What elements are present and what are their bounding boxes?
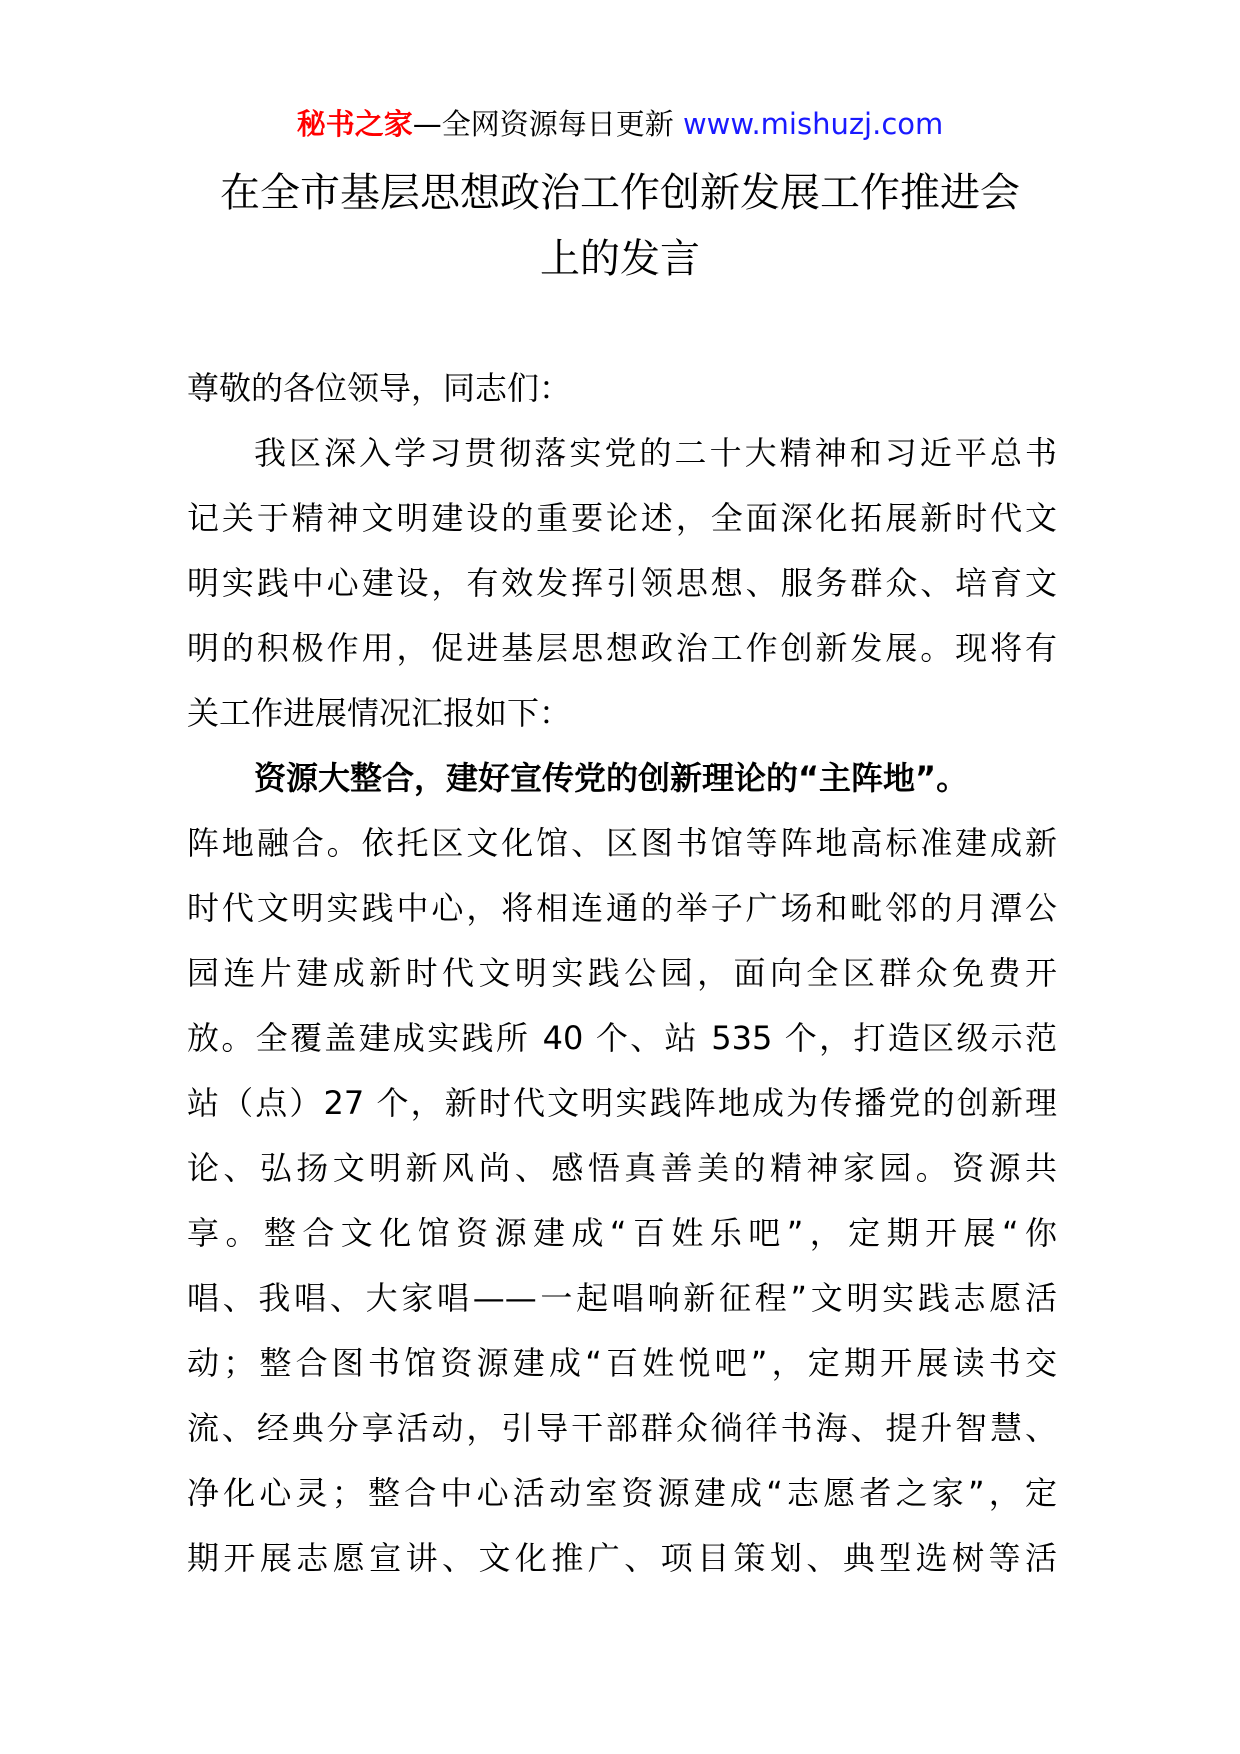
paragraph-2-line: 唱、我唱、大家唱——一起唱响新征程”文明实践志愿活 — [187, 1279, 1057, 1317]
paragraph-1-line: 明实践中心建设，有效发挥引领思想、服务群众、培育文 — [187, 564, 1057, 602]
header-slogan: —全网资源每日更新 — [412, 107, 683, 141]
document-body — [187, 356, 1057, 1591]
paragraph-2-line: 时代文明实践中心，将相连通的举子广场和毗邻的月潭公 — [187, 889, 1057, 927]
paragraph-2-line: 阵地融合。依托区文化馆、区图书馆等阵地高标准建成新 — [187, 824, 1057, 862]
paragraph-1-line: 明的积极作用，促进基层思想政治工作创新发展。现将有 — [187, 629, 1057, 667]
paragraph-1-line: 关工作进展情况汇报如下： — [187, 694, 572, 732]
paragraph-2-line: 期开展志愿宣讲、文化推广、项目策划、典型选树等活 — [187, 1539, 1057, 1577]
paragraph-1-line: 记关于精神文明建设的重要论述，全面深化拓展新时代文 — [187, 499, 1057, 537]
brand-name: 秘书之家 — [296, 107, 413, 141]
paragraph-2-line: 放。全覆盖建成实践所 40 个、站 535 个，打造区级示范 — [187, 1019, 1057, 1057]
document-title — [170, 160, 1070, 292]
title-line-1: 在全市基层思想政治工作创新发展工作推进会 — [220, 170, 1020, 216]
paragraph-1-line: 我区深入学习贯彻落实党的二十大精神和习近平总书 — [254, 434, 1057, 472]
salutation: 尊敬的各位领导，同志们： — [187, 369, 572, 407]
paragraph-2-line: 论、弘扬文明新风尚、感悟真善美的精神家园。资源共 — [187, 1149, 1057, 1187]
site-url-link[interactable]: www.mishuzj.com — [682, 107, 944, 141]
paragraph-2-line: 站（点）27 个，新时代文明实践阵地成为传播党的创新理 — [187, 1084, 1057, 1122]
paragraph-2-line: 享。整合文化馆资源建成“百姓乐吧”，定期开展“你 — [187, 1214, 1057, 1252]
title-line-2: 上的发言 — [540, 236, 700, 282]
section-heading: 资源大整合，建好宣传党的创新理论的“主阵地”。 — [254, 759, 969, 797]
paragraph-2-line: 园连片建成新时代文明实践公园，面向全区群众免费开 — [187, 954, 1057, 992]
paragraph-2-line: 净化心灵；整合中心活动室资源建成“志愿者之家”，定 — [187, 1474, 1057, 1512]
paragraph-2-line: 动；整合图书馆资源建成“百姓悦吧”，定期开展读书交 — [187, 1344, 1057, 1382]
site-header — [0, 100, 1240, 148]
paragraph-2-line: 流、经典分享活动，引导干部群众徜徉书海、提升智慧、 — [187, 1409, 1057, 1447]
